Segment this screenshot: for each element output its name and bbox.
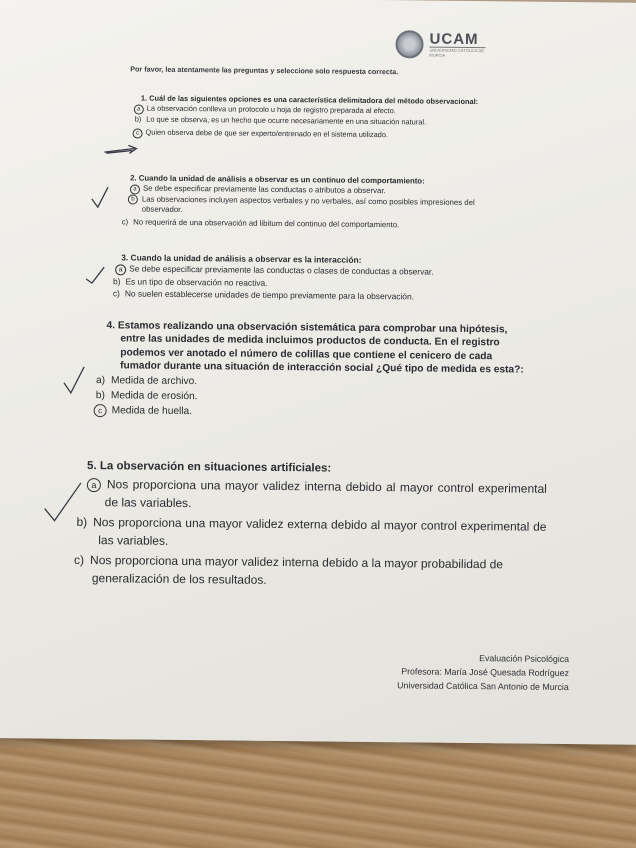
option-5c: [74, 551, 546, 592]
logo-name: UCAM: [429, 30, 479, 48]
option-text: Las observaciones incluyen aspectos verbales y no verbales, así como posibles impresiones del observador.: [141, 194, 475, 214]
option-letter: a): [95, 374, 106, 386]
logo-subtitle: UNIVERSIDAD CATÓLICA DE MURCIA: [429, 47, 485, 58]
university-name: Universidad Católica San Antonio de Murcia: [397, 680, 569, 693]
professor-name: Profesora: María José Quesada Rodríguez: [401, 666, 569, 679]
option-letter: b): [76, 514, 88, 530]
option-text: Se debe especificar previamente las conductas o clases de conductas a observar.: [129, 263, 434, 277]
option-letter: b): [112, 276, 121, 287]
question-text: 5. La observación en situaciones artificiales:: [87, 460, 332, 475]
circled-letter: c: [94, 405, 107, 418]
option-text: Quien observa debe de que ser experto/entrenado en el sistema utilizado.: [145, 127, 389, 140]
option-text: Se debe especificar previamente las conductas o atributos a observar.: [142, 183, 386, 196]
question-2: [121, 173, 509, 231]
university-seal-icon: [395, 30, 423, 58]
question-text: 4. Estamos realizando una observación sistemática para comprobar una hipótesis, entre las unidades de medida incluimos productos de conducta. En el registro podemos ver anotado el número de colillas que contiene el cenicero de cada fumador durante una situación de interacción social ¿Qué tipo de medida es esta?:: [106, 320, 524, 376]
option-text: Medida de huella.: [111, 405, 193, 418]
footer: [397, 650, 569, 694]
option-text: Nos proporciona una mayor validez externa debido al mayor control experimental de las variables.: [93, 515, 547, 548]
question-text: 1. Cuál de las siguientes opciones es una característica delimitadora del método observacional:: [140, 93, 479, 107]
question-5: [74, 457, 547, 592]
question-3: [112, 252, 519, 303]
checkmark-icon: [42, 481, 82, 525]
ucam-logo: [395, 30, 485, 59]
option-letter: c): [121, 217, 129, 227]
course-name: Evaluación Psicológica: [479, 653, 570, 665]
circled-letter: c: [133, 128, 143, 138]
circled-letter: a: [87, 478, 101, 492]
option-5b: [76, 513, 547, 554]
option-2c: [121, 217, 508, 231]
checkmark-icon: [62, 365, 86, 395]
circled-letter: b: [128, 194, 138, 204]
question-4: [95, 319, 529, 422]
option-text: Nos proporciona una mayor validez interna debido a la mayor probabilidad de generalización de los resultados.: [90, 553, 504, 587]
option-text: No requerirá de una observación ad libitum del continuo del comportamiento.: [133, 217, 400, 230]
checkmark-icon: [84, 265, 106, 285]
option-text: No suelen establecerse unidades de tiempo previamente para la observación.: [124, 288, 415, 302]
option-letter: c): [74, 552, 85, 567]
wooden-table: [0, 728, 636, 848]
arrow-mark-icon: [102, 144, 142, 156]
option-1c: [136, 127, 499, 143]
question-1: [134, 93, 499, 143]
option-letter: b): [95, 390, 105, 402]
option-text: La observación conlleva un protocolo u hoja de registro preparada al efecto.: [146, 103, 396, 116]
option-text: Lo que se observa, es un hecho que ocurre necesariamente en una situación natural.: [146, 114, 427, 127]
option-text: Nos proporciona una mayor validez interna debido al mayor control experimental de las variables.: [104, 477, 547, 511]
instructions: Por favor, lea atentamente las preguntas y seleccione solo respuesta correcta.: [130, 64, 399, 77]
option-text: Medida de archivo.: [110, 374, 198, 387]
option-text: Medida de erosión.: [110, 390, 198, 403]
circled-letter: a: [115, 264, 126, 275]
circled-letter: a: [134, 104, 144, 114]
option-5a: [87, 475, 547, 516]
option-4c: [98, 405, 528, 423]
checkmark-icon: [90, 185, 110, 209]
question-text: 3. Cuando la unidad de análisis a observar es la interacción:: [121, 252, 362, 265]
circled-letter: a: [130, 184, 140, 194]
option-letter: b): [134, 114, 142, 124]
option-letter: c): [112, 288, 120, 299]
option-2b: [130, 194, 508, 218]
question-text: 2. Cuando la unidad de análisis a observar es un continuo del comportamiento:: [130, 173, 425, 186]
option-text: Es un tipo de observación no reactiva.: [125, 276, 268, 288]
